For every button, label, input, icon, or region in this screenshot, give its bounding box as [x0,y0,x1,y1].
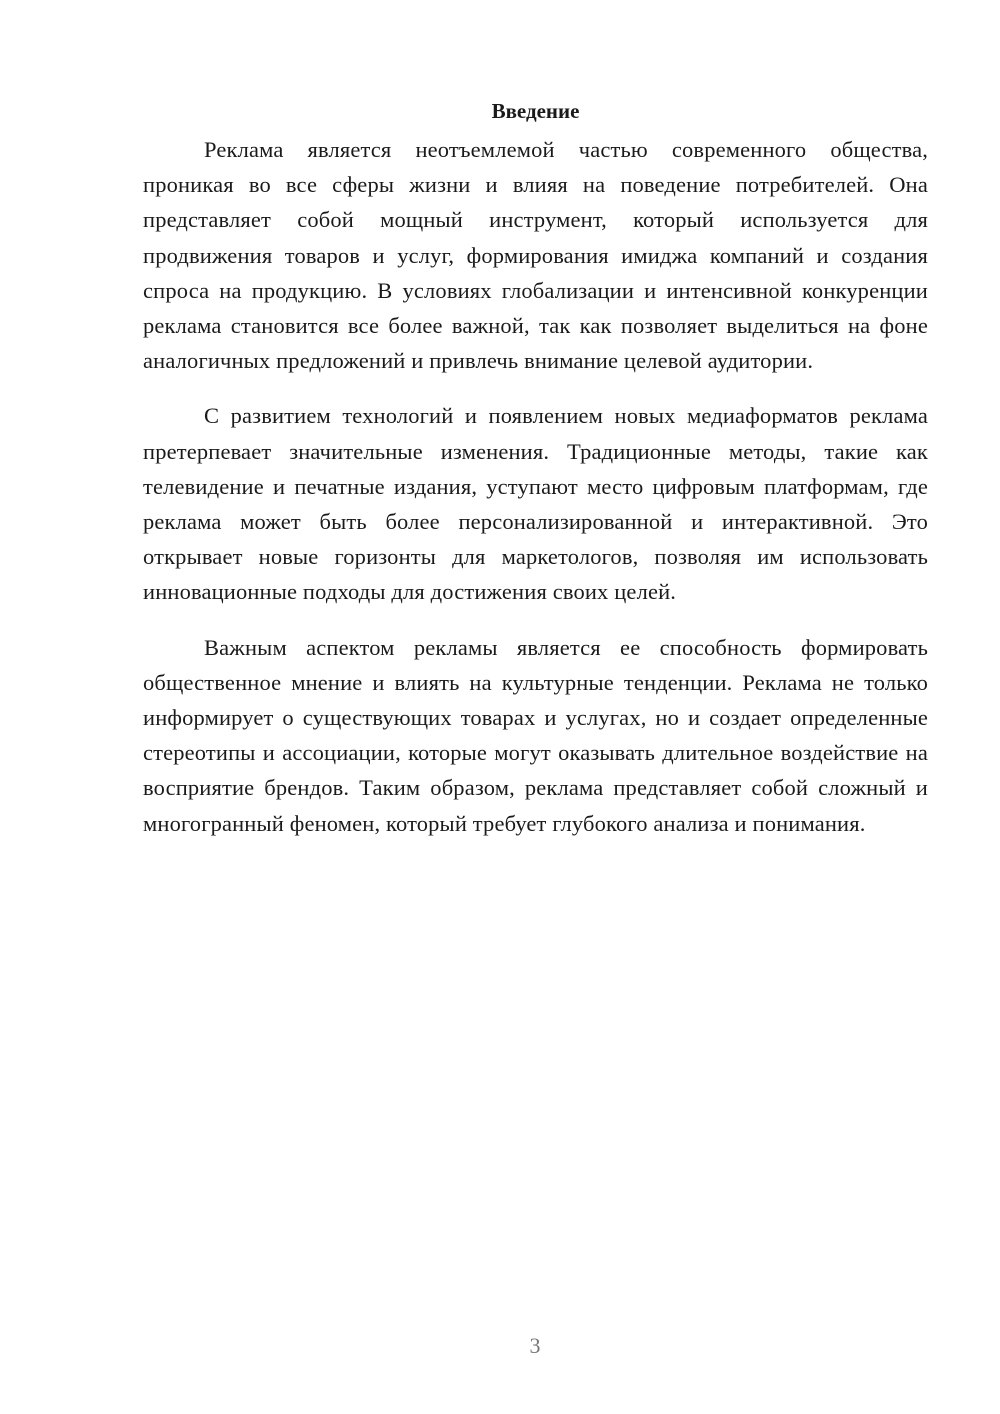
paragraph-3: Важным аспектом рекламы является ее способность формировать общественное мнение и влиять на культурные тенденции. Реклама не только информирует о существующих товарах и услугах, но и создает определенные стереотипы и ассоциации, которые могут оказывать длительное воздействие на восприятие брендов. Таким образом, реклама представляет собой сложный и многогранный феномен, который требует глубокого анализа и понимания. [143,634,928,836]
section-title: Введение [491,99,580,123]
page-content [143,96,928,861]
paragraph-1: Реклама является неотъемлемой частью современного общества, проникая во все сферы жизни и влияя на поведение потребителей. Она представляет собой мощный инструмент, который используется для продвижения товаров и услуг, формирования имиджа компаний и создания спроса на продукцию. В условиях глобализации и интенсивной конкуренции реклама становится все более важной, так как позволяет выделиться на фоне аналогичных предложений и привлечь внимание целевой аудитории. [143,137,928,374]
paragraph-2: С развитием технологий и появлением новых медиаформатов реклама претерпевает значительные изменения. Традиционные методы, такие как телевидение и печатные издания, уступают место цифровым платформам, где реклама может быть более персонализированной и интерактивной. Это открывает новые горизонты для маркетологов, позволяя им использовать инновационные подходы для достижения своих целей. [143,403,928,605]
page-number: 3 [529,1333,541,1358]
